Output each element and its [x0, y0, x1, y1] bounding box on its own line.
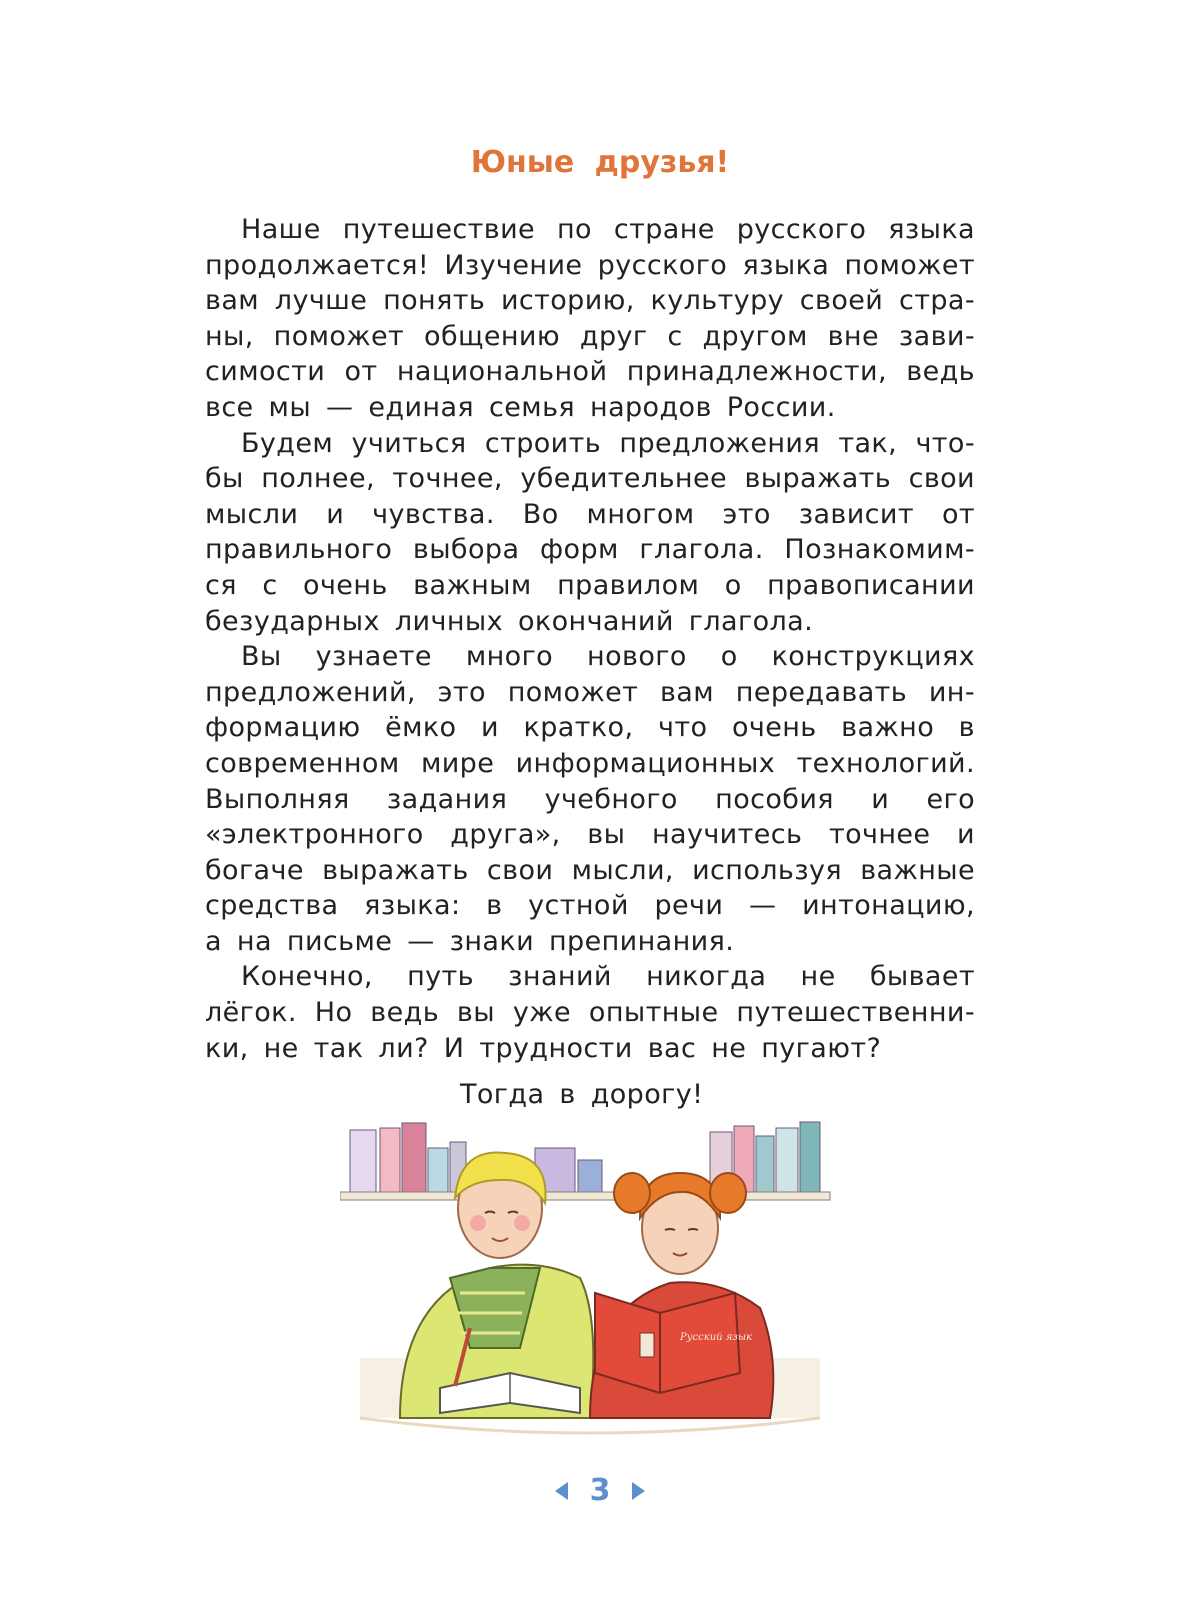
girl-figure	[590, 1173, 773, 1418]
text-line: правильного выбора форм глагола. Познакомим-	[205, 534, 975, 566]
body-text	[205, 212, 975, 1066]
text-line: богаче выражать свои мысли, используя важные	[205, 854, 975, 886]
children-reading-icon	[340, 1118, 840, 1450]
paragraph	[205, 639, 975, 959]
triangle-left-icon[interactable]	[555, 1482, 568, 1500]
bookshelf-icon	[340, 1122, 830, 1200]
text-line: продолжается! Изучение русского языка поможет	[205, 249, 975, 281]
text-line: ся с очень важным правилом о правописании	[205, 569, 975, 601]
page-navigation	[0, 1473, 1200, 1508]
text-line: мысли и чувства. Во многом это зависит от	[205, 498, 975, 530]
text-line: ки, не так ли? И трудности вас не пугают?	[205, 1032, 882, 1064]
text-line: безударных личных окончаний глагола.	[205, 605, 814, 637]
page-title: Юные друзья!	[470, 145, 730, 180]
book-cover-title: Русский язык	[680, 1332, 752, 1343]
text-line: ны, поможет общению друг с другом вне зави-	[205, 320, 975, 352]
text-line: лёгок. Но ведь вы уже опытные путешественни-	[205, 997, 975, 1029]
text-line: Наше путешествие по стране русского языка	[241, 214, 975, 245]
text-line: бы полнее, точнее, убедительнее выражать свои	[205, 463, 975, 495]
paragraph	[205, 959, 975, 1066]
text-line: «электронного друга», вы научитесь точнее и	[205, 819, 975, 851]
text-line: а на письме — знаки препинания.	[205, 925, 735, 957]
text-line: симости от национальной принадлежности, ведь	[205, 356, 975, 388]
text-line: формацию ёмко и кратко, что очень важно в	[205, 712, 975, 744]
text-line: все мы — единая семья народов России.	[205, 391, 836, 423]
page-number: 3	[589, 1473, 611, 1508]
closing-line: Тогда в дорогу!	[460, 1079, 704, 1110]
text-line: средства языка: в устной речи — интонацию,	[205, 890, 975, 922]
text-line: Выполняя задания учебного пособия и его	[205, 783, 975, 815]
text-line: вам лучше понять историю, культуру своей стра-	[205, 285, 975, 317]
text-line: Конечно, путь знаний никогда не бывает	[241, 961, 975, 993]
paragraph	[205, 212, 975, 426]
text-line: предложений, это поможет вам передавать ин-	[205, 676, 975, 708]
paragraph	[205, 426, 975, 640]
text-line: Вы узнаете много нового о конструкциях	[241, 641, 975, 673]
triangle-right-icon[interactable]	[632, 1482, 645, 1500]
text-line: Будем учиться строить предложения так, что-	[241, 427, 975, 459]
text-line: современном мире информационных технологий.	[205, 747, 975, 779]
